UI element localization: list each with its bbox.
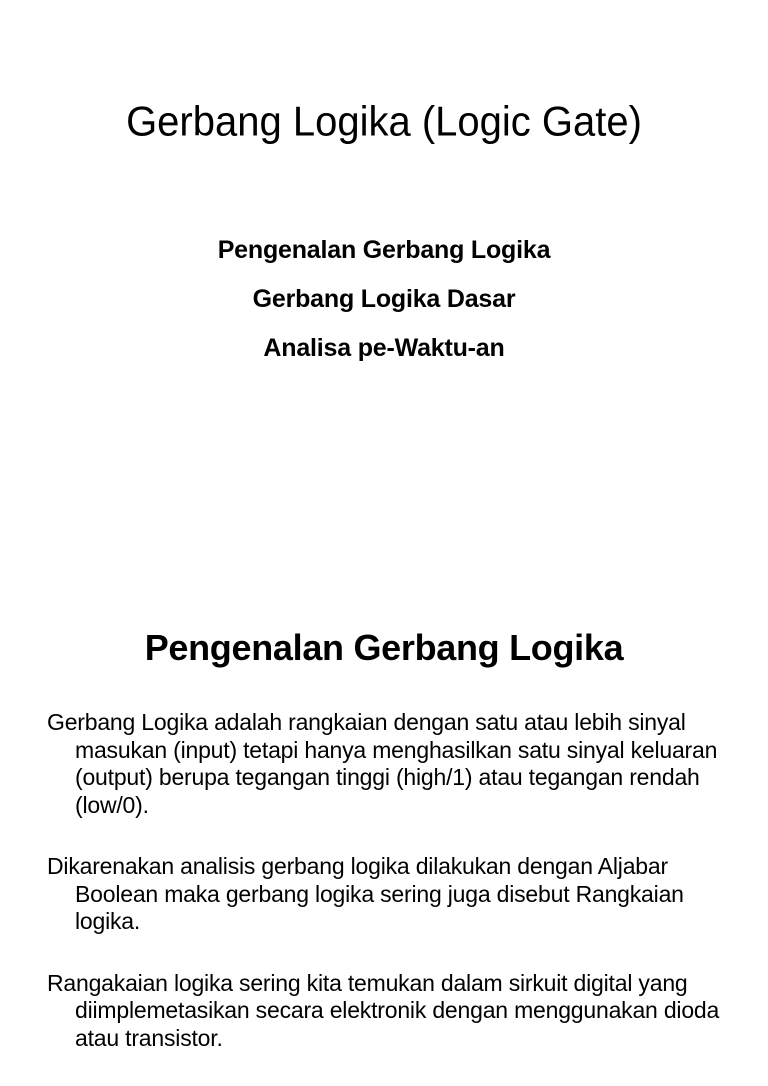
topic-item: Analisa pe-Waktu-an: [263, 334, 505, 362]
body-paragraph: Gerbang Logika adalah rangkaian dengan satu atau lebih sinyal masukan (input) tetapi hanya menghasilkan satu sinyal keluaran (output) berupa tegangan tinggi (high/1) atau tegangan rendah (low/0).: [47, 709, 718, 818]
topic-item: Gerbang Logika Dasar: [252, 285, 516, 313]
slide-heading: Pengenalan Gerbang Logika: [144, 627, 624, 668]
topic-list: [0, 226, 768, 373]
slide-body: [47, 709, 737, 1086]
body-paragraph: Dikarenakan analisis gerbang logika dilakukan dengan Aljabar Boolean maka gerbang logika sering juga disebut Rangkaian logika.: [47, 853, 684, 934]
slide-introduction: [0, 576, 768, 1051]
body-paragraph: Rangakaian logika sering kita temukan dalam sirkuit digital yang diimplemetasikan secara elektronik dengan menggunakan dioda atau transistor.: [47, 969, 720, 1051]
topic-item: Pengenalan Gerbang Logika: [217, 236, 551, 264]
slide-title-heading: Gerbang Logika (Logic Gate): [126, 99, 642, 145]
